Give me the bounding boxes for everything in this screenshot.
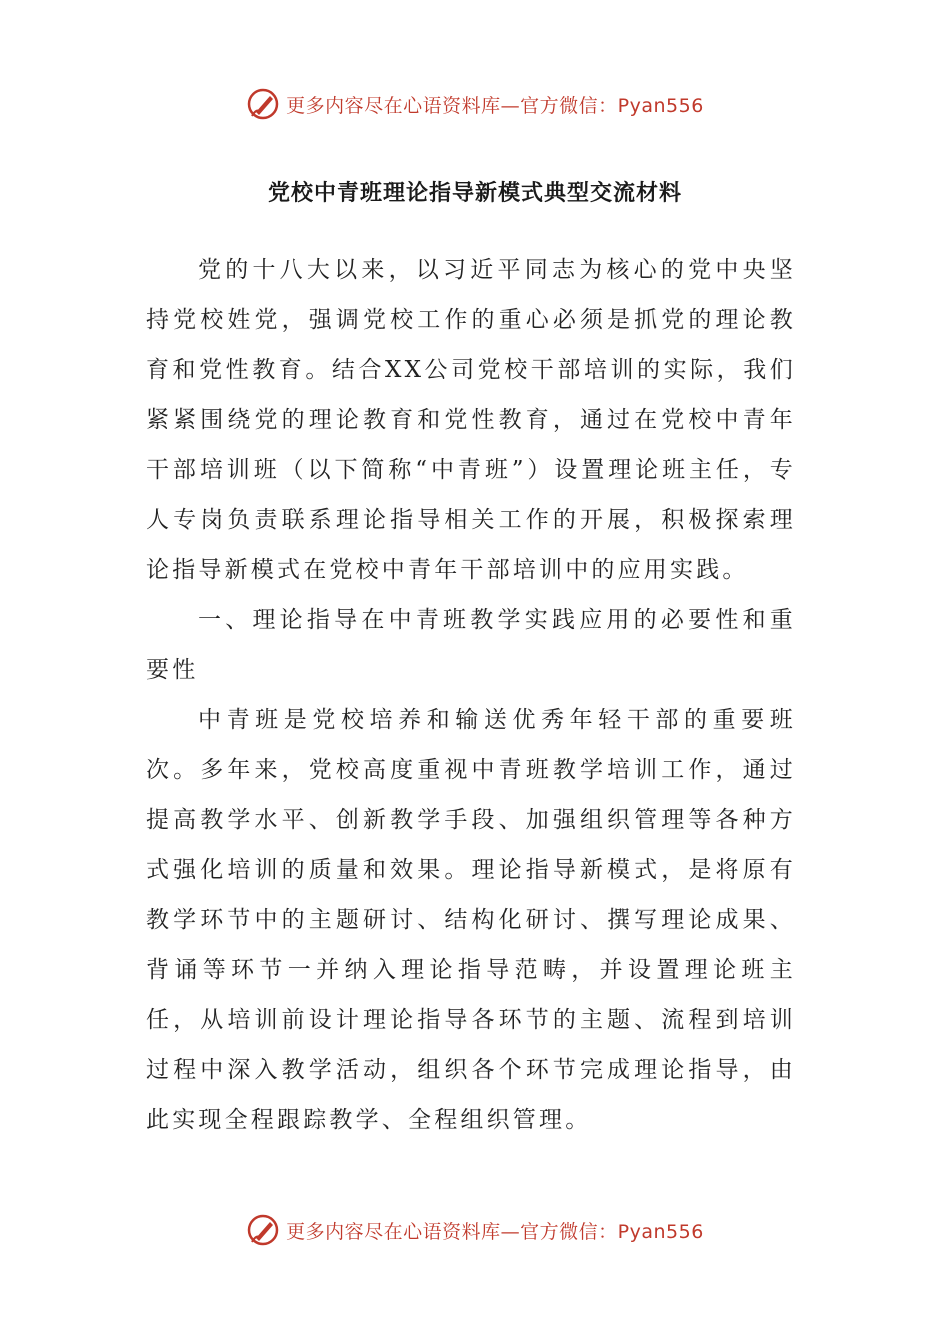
pen-seal-icon (246, 1213, 280, 1247)
banner-text: 更多内容尽在心语资料库—官方微信：Pyan556 (286, 94, 704, 117)
paragraph-section-1: 中青班是党校培养和输送优秀年轻干部的重要班次。多年来，党校高度重视中青班教学培训工作，通过提高教学水平、创新教学手段、加强组织管理等各种方式强化培训的质量和效果。理论指导新模式，是将原有教学环节中的主题研讨、结构化研讨、撰写理论成果、背诵等环节一并纳入理论指导范畴，并设置理论班主任，从培训前设计理论指导各环节的主题、流程到培训过程中深入教学活动，组织各个环节完成理论指导，由此实现全程跟踪教学、全程组织管理。 (146, 707, 796, 1133)
header-banner (0, 84, 950, 124)
document-body (146, 245, 796, 1145)
pen-seal-icon (246, 87, 280, 121)
document-title: 党校中青班理论指导新模式典型交流材料 (267, 180, 682, 206)
wechat-id: Pyan556 (617, 94, 704, 117)
paragraph-intro: 党的十八大以来，以习近平同志为核心的党中央坚持党校姓党，强调党校工作的重心必须是抓党的理论教育和党性教育。结合XX公司党校干部培训的实际，我们紧紧围绕党的理论教育和党性教育，通过在党校中青年干部培训班（以下简称“中青班”）设置理论班主任，专人专岗负责联系理论指导相关工作的开展，积极探索理论指导新模式在党校中青年干部培训中的应用实践。 (146, 257, 796, 583)
footer-banner (0, 1210, 950, 1250)
wechat-id: Pyan556 (617, 1220, 704, 1243)
banner-text: 更多内容尽在心语资料库—官方微信：Pyan556 (286, 1220, 704, 1243)
section-heading-1: 一、理论指导在中青班教学实践应用的必要性和重要性 (146, 607, 796, 683)
